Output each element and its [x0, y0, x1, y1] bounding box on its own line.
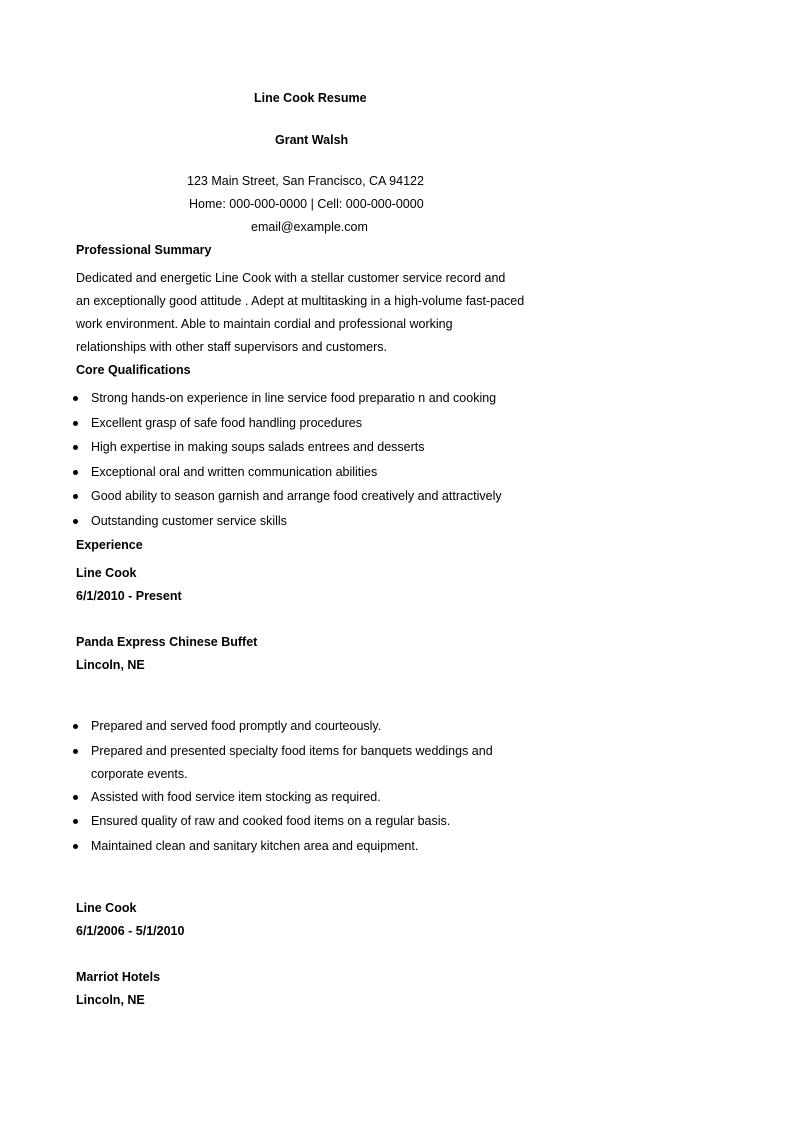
experience-heading: Experience: [76, 538, 143, 552]
job-title: Line Cook: [76, 566, 137, 580]
bullet-icon: [73, 844, 78, 849]
job-company: Panda Express Chinese Buffet: [76, 635, 258, 649]
document-title: Line Cook Resume: [254, 91, 367, 105]
job-duty: Prepared and presented specialty food items for banquets weddings and: [91, 744, 493, 758]
summary-line: relationships with other staff supervisors and customers.: [76, 340, 388, 354]
job-location: Lincoln, NE: [76, 658, 145, 672]
job-dates: 6/1/2006 - 5/1/2010: [76, 924, 185, 938]
job-duty: Maintained clean and sanitary kitchen area and equipment.: [91, 839, 419, 853]
bullet-icon: [73, 494, 78, 499]
summary-line: an exceptionally good attitude . Adept at multitasking in a high-volume fast-paced: [76, 294, 525, 308]
bullet-icon: [73, 519, 78, 524]
qualification-item: Excellent grasp of safe food handling procedures: [91, 416, 363, 430]
qualification-item: High expertise in making soups salads entrees and desserts: [91, 440, 425, 454]
bullet-icon: [73, 724, 78, 729]
qualification-item: Exceptional oral and written communication abilities: [91, 465, 378, 479]
bullet-icon: [73, 749, 78, 754]
qualification-item: Good ability to season garnish and arrange food creatively and attractively: [91, 489, 502, 503]
job-title: Line Cook: [76, 901, 137, 915]
summary-line: Dedicated and energetic Line Cook with a stellar customer service record and: [76, 271, 506, 285]
qualification-item: Outstanding customer service skills: [91, 514, 287, 528]
bullet-icon: [73, 445, 78, 450]
job-dates: 6/1/2010 - Present: [76, 589, 182, 603]
bullet-icon: [73, 421, 78, 426]
bullet-icon: [73, 470, 78, 475]
contact-phones: Home: 000-000-0000 | Cell: 000-000-0000: [189, 197, 424, 211]
job-location: Lincoln, NE: [76, 993, 145, 1007]
job-duty: Assisted with food service item stocking as required.: [91, 790, 381, 804]
job-duty-continuation: corporate events.: [91, 767, 188, 781]
qualification-item: Strong hands-on experience in line service food preparatio n and cooking: [91, 391, 497, 405]
qualifications-heading: Core Qualifications: [76, 363, 191, 377]
bullet-icon: [73, 396, 78, 401]
bullet-icon: [73, 819, 78, 824]
candidate-name: Grant Walsh: [275, 133, 349, 147]
summary-heading: Professional Summary: [76, 243, 212, 257]
bullet-icon: [73, 795, 78, 800]
job-duty: Prepared and served food promptly and courteously.: [91, 719, 382, 733]
contact-address: 123 Main Street, San Francisco, CA 94122: [187, 174, 424, 188]
job-duty: Ensured quality of raw and cooked food items on a regular basis.: [91, 814, 451, 828]
summary-line: work environment. Able to maintain cordial and professional working: [76, 317, 453, 331]
contact-email: email@example.com: [251, 220, 368, 234]
job-company: Marriot Hotels: [76, 970, 161, 984]
